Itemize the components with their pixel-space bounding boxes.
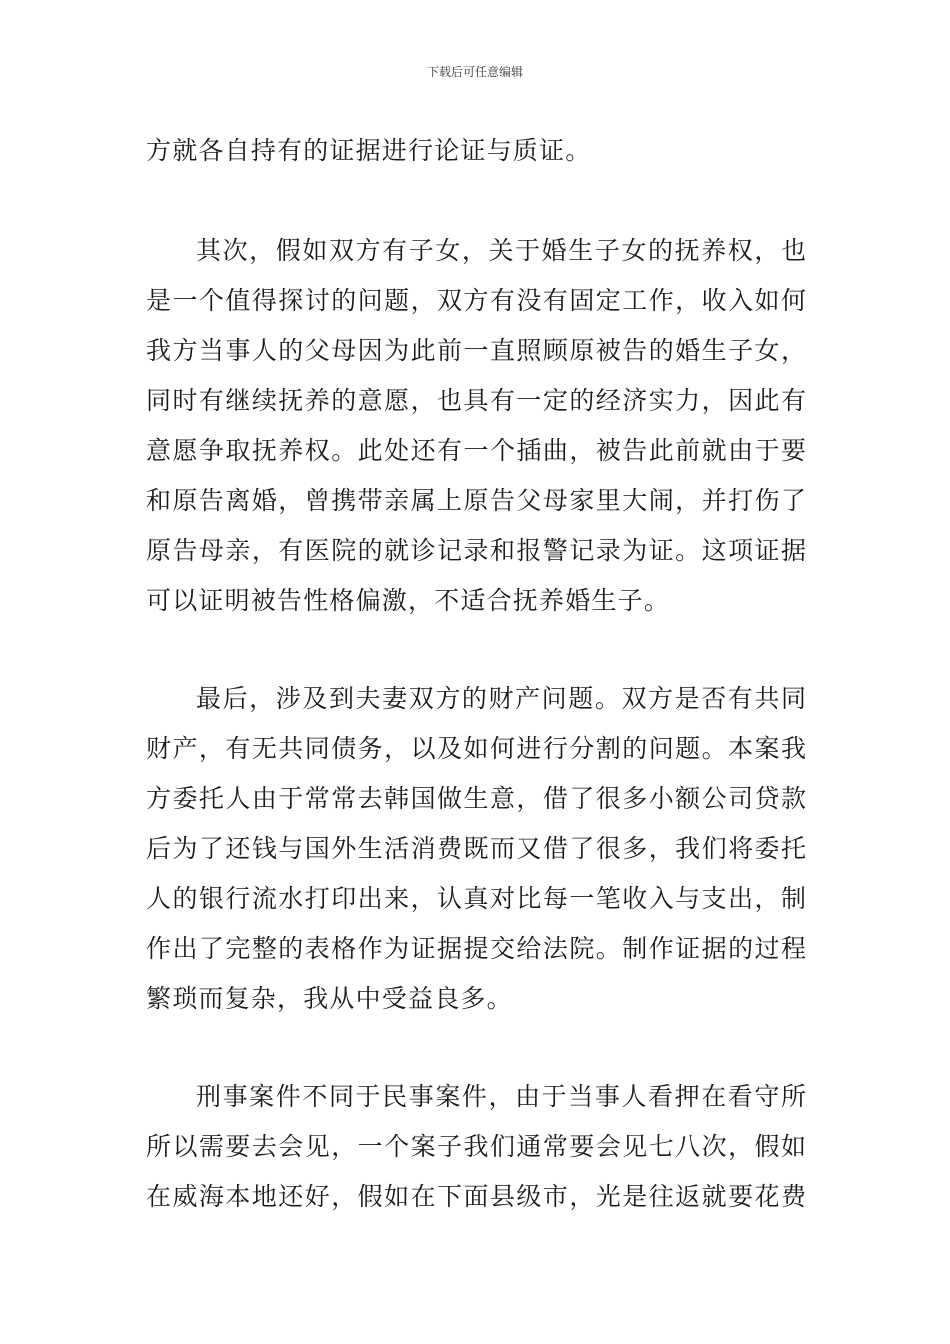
- paragraph-line: 方就各自持有的证据进行论证与质证。: [146, 136, 592, 165]
- paragraph-line: 意愿争取抚养权。此处还有一个插曲，被告此前就由于要: [146, 436, 806, 465]
- paragraph-line: 其次，假如双方有子女，关于婚生子女的抚养权，也: [196, 236, 806, 265]
- paragraph-line: 作出了完整的表格作为证据提交给法院。制作证据的过程: [146, 934, 806, 963]
- paragraph-line: 在威海本地还好，假如在下面县级市，光是往返就要花费: [146, 1182, 806, 1211]
- paragraph-line: 可以证明被告性格偏激，不适合抚养婚生子。: [146, 586, 671, 615]
- paragraph-line: 刑事案件不同于民事案件，由于当事人看押在看守所: [196, 1082, 806, 1111]
- paragraph-line: 是一个值得探讨的问题，双方有没有固定工作，收入如何: [146, 286, 806, 315]
- paragraph-line: 最后，涉及到夫妻双方的财产问题。双方是否有共同: [196, 684, 806, 713]
- paragraph-line: 后为了还钱与国外生活消费既而又借了很多，我们将委托: [146, 834, 806, 863]
- paragraph-line: 原告母亲，有医院的就诊记录和报警记录为证。这项证据: [146, 536, 806, 565]
- paragraph-line: 繁琐而复杂，我从中受益良多。: [146, 984, 513, 1013]
- paragraph-line: 方委托人由于常常去韩国做生意，借了很多小额公司贷款: [146, 784, 806, 813]
- paragraph-line: 同时有继续抚养的意愿，也具有一定的经济实力，因此有: [146, 386, 806, 415]
- page-header: 下载后可任意编辑: [426, 65, 523, 79]
- paragraph-line: 人的银行流水打印出来，认真对比每一笔收入与支出，制: [146, 884, 806, 913]
- paragraph-line: 财产，有无共同债务，以及如何进行分割的问题。本案我: [146, 734, 806, 763]
- paragraph-line: 和原告离婚，曾携带亲属上原告父母家里大闹，并打伤了: [146, 486, 806, 515]
- paragraph-line: 所以需要去会见，一个案子我们通常要会见七八次，假如: [146, 1132, 806, 1161]
- paragraph-line: 我方当事人的父母因为此前一直照顾原被告的婚生子女，: [146, 336, 806, 365]
